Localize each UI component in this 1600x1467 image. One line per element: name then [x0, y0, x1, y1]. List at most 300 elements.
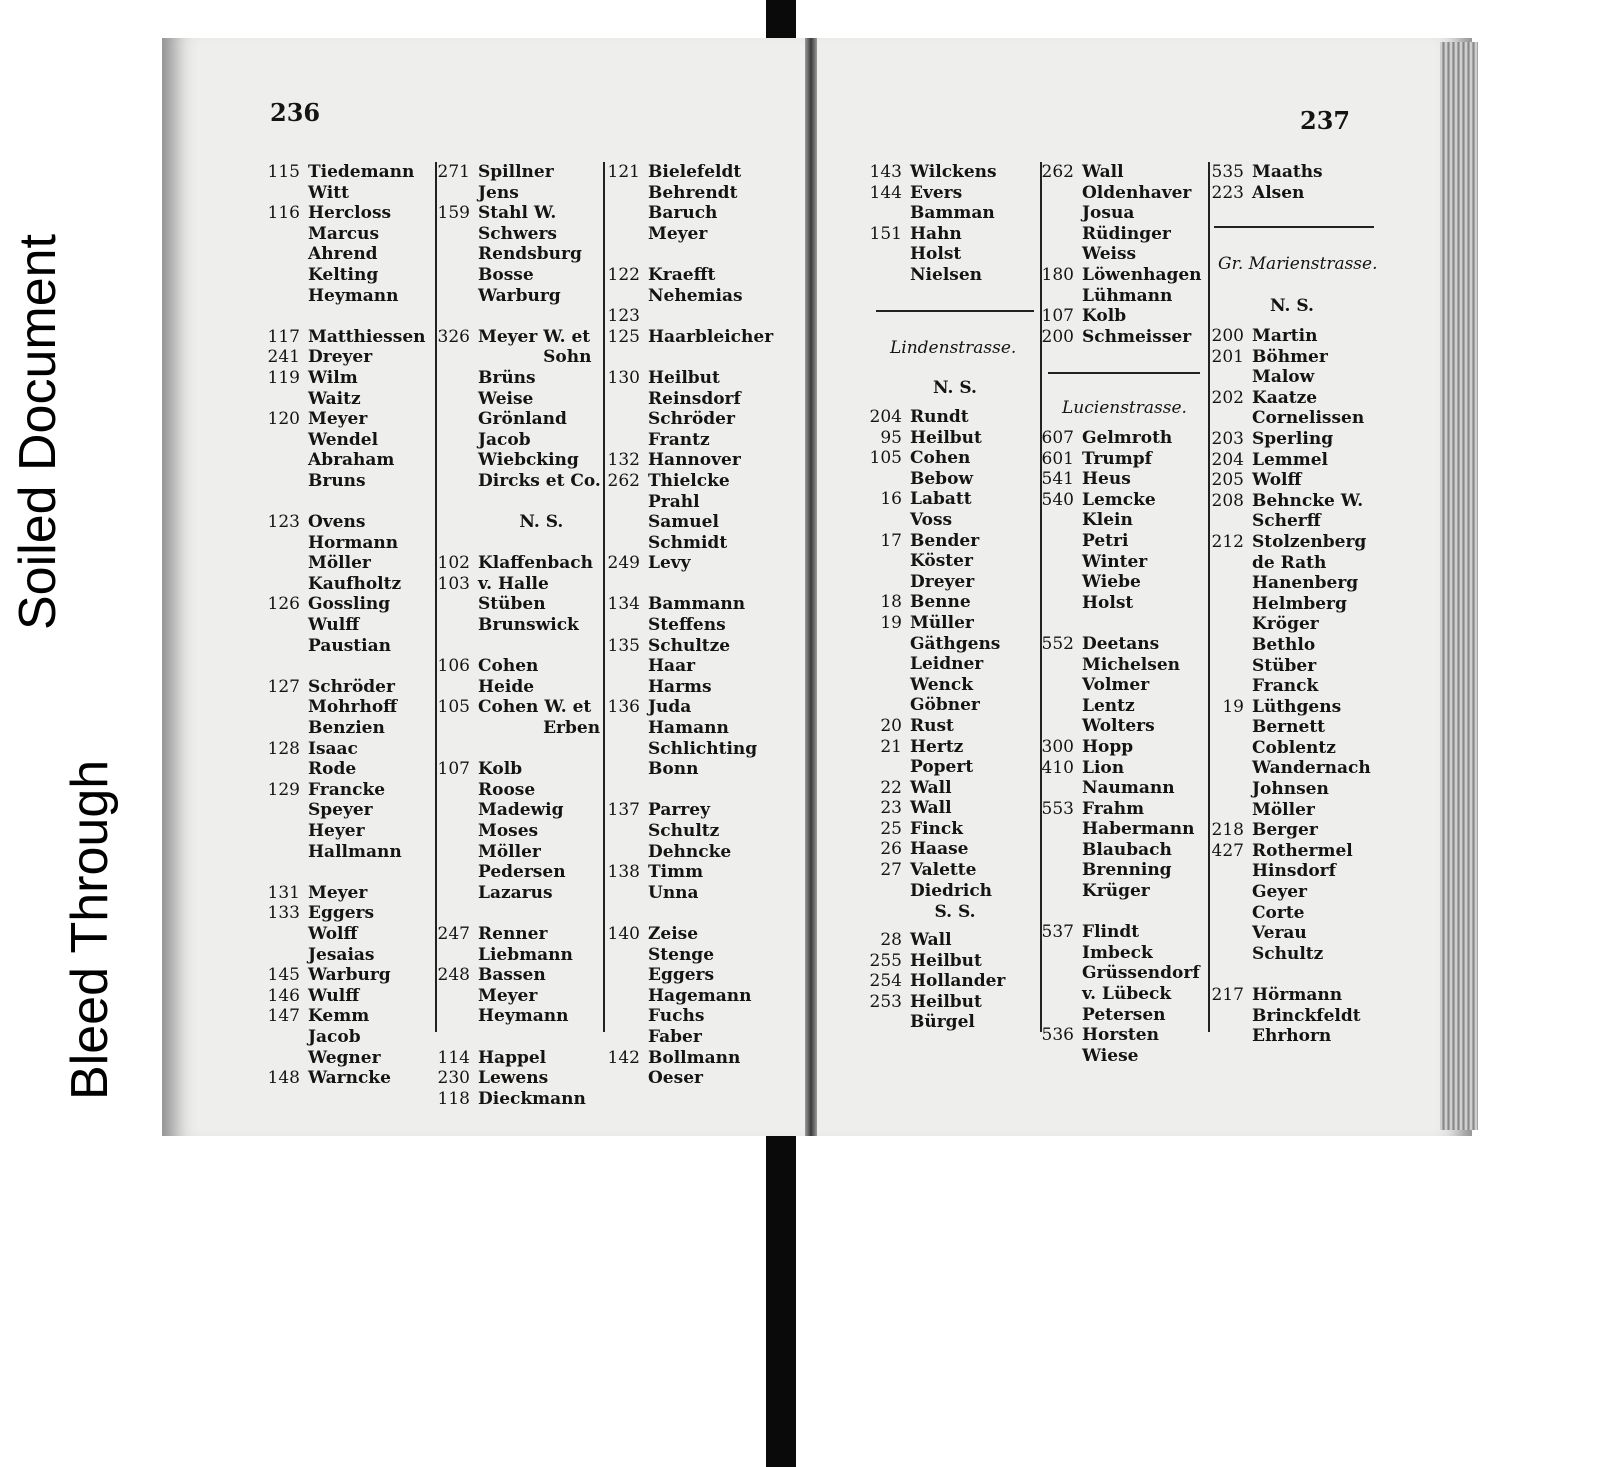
resident-name: Hinsdorf — [1252, 861, 1336, 882]
right-column-1-list — [869, 407, 1001, 901]
right-column-1-top — [869, 162, 997, 286]
directory-entry — [1252, 779, 1371, 800]
resident-name: Wenck — [910, 674, 974, 695]
directory-entry — [1211, 346, 1371, 368]
resident-name: Heide — [478, 676, 535, 697]
directory-entry — [648, 1027, 773, 1048]
directory-entry — [880, 489, 1000, 510]
house-number: 129 — [267, 779, 300, 800]
house-number: 21 — [880, 736, 902, 757]
directory-entry — [648, 883, 773, 904]
directory-entry — [1082, 881, 1200, 902]
house-number: 271 — [437, 162, 470, 182]
directory-entry — [648, 183, 773, 204]
directory-entry — [1252, 635, 1371, 656]
resident-name: Hollander — [910, 971, 1006, 992]
directory-entry — [437, 1068, 601, 1089]
column-rule — [1040, 162, 1042, 1032]
resident-name: Haar — [648, 656, 696, 677]
resident-name: Gossling — [308, 594, 391, 615]
resident-name: Kaufholtz — [308, 573, 402, 594]
directory-entry — [437, 965, 601, 986]
directory-entry — [267, 738, 426, 760]
resident-name: Petersen — [1082, 1004, 1166, 1025]
directory-entry — [308, 389, 426, 410]
resident-name: Stenge — [648, 944, 715, 965]
directory-entry — [880, 592, 1000, 613]
directory-entry — [1211, 820, 1371, 841]
house-number: 134 — [607, 594, 640, 615]
house-number: 230 — [437, 1068, 470, 1089]
resident-name: Lewens — [478, 1068, 549, 1089]
directory-entry — [869, 448, 1000, 469]
resident-name: Behrendt — [648, 182, 738, 203]
house-number: 107 — [1041, 306, 1074, 327]
directory-entry — [910, 203, 997, 224]
page-number-left: 236 — [270, 98, 321, 127]
directory-entry — [478, 1027, 601, 1048]
directory-entry — [1211, 162, 1323, 183]
directory-entry — [267, 779, 426, 801]
house-number: 123 — [267, 512, 300, 533]
resident-name: Wendel — [308, 429, 379, 450]
section-rule — [1214, 226, 1374, 228]
resident-name: Oeser — [648, 1068, 703, 1089]
right-column-2-top — [1041, 162, 1202, 347]
directory-entry — [267, 347, 426, 368]
directory-entry — [478, 718, 601, 739]
directory-entry — [478, 986, 601, 1007]
directory-entry — [1041, 922, 1200, 943]
house-number: 114 — [437, 1047, 470, 1068]
directory-entry — [478, 244, 601, 265]
resident-name: Oldenhaver — [1082, 182, 1192, 203]
resident-name: Grüssendorf — [1082, 963, 1200, 984]
resident-name: Benne — [910, 592, 971, 613]
house-number: 536 — [1041, 1025, 1074, 1046]
resident-name: Hertz — [910, 736, 964, 757]
directory-entry — [880, 818, 1000, 840]
resident-name: Heymann — [478, 1006, 569, 1027]
resident-name: Lion — [1082, 757, 1125, 778]
resident-name: Hopp — [1082, 736, 1134, 757]
directory-entry — [267, 409, 426, 430]
resident-name: Heymann — [308, 285, 399, 306]
directory-entry — [910, 551, 1000, 572]
house-number: 120 — [267, 409, 300, 430]
directory-entry — [478, 945, 601, 966]
resident-name: Warncke — [308, 1068, 391, 1089]
resident-name: Volmer — [1082, 675, 1150, 696]
resident-name: Meyer W. et — [478, 326, 591, 347]
resident-name: Naumann — [1082, 778, 1175, 799]
resident-name: Faber — [648, 1026, 702, 1047]
resident-name: Wall — [910, 930, 952, 950]
directory-entry — [308, 574, 426, 595]
resident-name: Heilbut — [648, 367, 720, 388]
directory-entry — [869, 407, 1000, 428]
resident-name: Böhmer — [1252, 346, 1328, 367]
directory-entry — [478, 389, 601, 410]
resident-name: Eggers — [648, 965, 715, 986]
directory-entry — [308, 945, 426, 966]
house-number: 16 — [880, 489, 902, 510]
directory-entry — [478, 636, 601, 657]
resident-name: Ahrend — [308, 244, 378, 265]
resident-name: Hagemann — [648, 985, 752, 1006]
house-number: 254 — [869, 971, 902, 992]
directory-entry — [1252, 800, 1371, 821]
directory-entry — [648, 347, 773, 368]
directory-entry — [607, 862, 773, 883]
resident-name: Haarbleicher — [648, 326, 774, 347]
house-number: 537 — [1041, 922, 1074, 943]
house-number: 95 — [880, 427, 902, 448]
directory-entry — [478, 492, 601, 513]
resident-name: Berger — [1252, 820, 1318, 841]
resident-name: Timm — [648, 862, 704, 883]
resident-name: Heilbut — [910, 427, 982, 448]
resident-name: Liebmann — [478, 944, 573, 965]
directory-entry — [1211, 387, 1371, 409]
resident-name: Unna — [648, 882, 699, 903]
house-number: 116 — [267, 203, 300, 224]
house-number: 125 — [607, 326, 640, 347]
house-number: 25 — [880, 818, 902, 839]
resident-name: Dircks et Co. — [478, 470, 601, 491]
resident-name: Bonn — [648, 759, 699, 780]
house-number: 143 — [869, 162, 902, 182]
bleed-through-stamp — [9, 60, 140, 1100]
resident-name: Schröder — [308, 676, 395, 697]
resident-name: Levy — [648, 553, 691, 574]
directory-entry — [267, 162, 426, 183]
resident-name: Bruns — [308, 470, 366, 491]
directory-entry — [648, 1006, 773, 1027]
directory-entry — [607, 470, 773, 492]
page-edge-right — [1440, 42, 1478, 1130]
directory-entry — [478, 368, 601, 389]
directory-entry — [308, 224, 426, 245]
resident-name: Jens — [478, 182, 519, 203]
house-number: 248 — [437, 965, 470, 986]
resident-name: Schultze — [648, 635, 731, 656]
directory-entry — [880, 530, 1000, 552]
house-number: 144 — [869, 182, 902, 203]
resident-name: Rust — [910, 715, 954, 736]
directory-entry — [910, 1012, 1005, 1033]
resident-name: Bamman — [910, 203, 995, 224]
resident-name: v. Halle — [478, 573, 549, 594]
resident-name: Imbeck — [1082, 942, 1153, 963]
house-number: 132 — [607, 450, 640, 471]
directory-entry — [648, 430, 773, 451]
resident-name: Reinsdorf — [648, 388, 741, 409]
directory-entry — [1041, 798, 1200, 820]
resident-name: Speyer — [308, 800, 373, 821]
house-number: 223 — [1211, 182, 1244, 203]
right-column-3-top — [1211, 162, 1323, 203]
resident-name: Moses — [478, 821, 539, 841]
resident-name: Helmberg — [1252, 593, 1347, 614]
directory-entry — [880, 777, 1000, 799]
house-number: 146 — [267, 985, 300, 1006]
resident-name: Bender — [910, 530, 980, 551]
resident-name: Bethlo — [1252, 634, 1316, 655]
resident-name: Krüger — [1082, 881, 1150, 902]
resident-name: Juda — [648, 697, 692, 718]
house-number: 137 — [607, 800, 640, 821]
resident-name: Weise — [478, 388, 534, 409]
left-column-1 — [267, 162, 426, 1089]
house-number: 23 — [880, 798, 902, 819]
directory-entry — [1252, 944, 1371, 965]
directory-entry — [267, 367, 426, 389]
resident-name: Malow — [1252, 367, 1315, 388]
house-number: 121 — [607, 162, 640, 182]
street-heading-lucienstrasse: Lucienstrasse. — [1062, 398, 1187, 418]
resident-name: Sohn — [478, 347, 592, 368]
directory-entry — [478, 306, 601, 327]
directory-entry — [1252, 717, 1371, 738]
directory-entry — [1252, 614, 1371, 635]
section-rule — [876, 310, 1034, 312]
house-number: 241 — [267, 347, 300, 368]
resident-name: Klaffenbach — [478, 553, 593, 574]
resident-name: Hercloss — [308, 203, 392, 224]
directory-entry — [1041, 326, 1202, 348]
resident-name: Müller — [910, 612, 974, 633]
resident-name: Holst — [910, 244, 962, 265]
directory-entry — [648, 759, 773, 780]
directory-entry — [648, 224, 773, 245]
directory-entry — [1082, 510, 1200, 531]
directory-entry — [648, 244, 773, 265]
resident-name: Tiedemann — [308, 162, 415, 182]
resident-name: Göbner — [910, 695, 980, 716]
resident-name: Köster — [910, 551, 973, 572]
resident-name: Schlichting — [648, 738, 758, 759]
directory-entry — [910, 510, 1000, 531]
resident-name: Cohen — [478, 656, 539, 677]
resident-name: Schultz — [648, 821, 720, 841]
house-number: 208 — [1211, 490, 1244, 511]
directory-entry — [607, 800, 773, 821]
house-number: 118 — [437, 1088, 470, 1109]
directory-entry — [880, 715, 1000, 737]
resident-name: Weiss — [1082, 244, 1137, 265]
house-number: 122 — [607, 264, 640, 285]
house-number: 212 — [1211, 531, 1244, 552]
directory-entry — [1082, 286, 1202, 307]
column-rule — [435, 162, 437, 1032]
directory-entry — [308, 697, 426, 718]
directory-entry — [1082, 860, 1200, 881]
house-number: 249 — [607, 553, 640, 574]
resident-name: Popert — [910, 757, 974, 778]
house-number: 217 — [1211, 985, 1244, 1005]
resident-name: Wolters — [1082, 716, 1155, 737]
house-number: 133 — [267, 903, 300, 924]
resident-name: Steffens — [648, 615, 726, 636]
street-heading-lindenstrasse: Lindenstrasse. — [890, 338, 1017, 358]
resident-name: Lühmann — [1082, 285, 1173, 306]
resident-name: Bammann — [648, 594, 746, 615]
house-number: 553 — [1041, 798, 1074, 819]
directory-entry — [1082, 572, 1200, 593]
directory-entry — [437, 553, 601, 574]
resident-name: Witt — [308, 182, 349, 203]
resident-name: v. Lübeck — [1082, 984, 1172, 1005]
resident-name: Brüns — [478, 367, 536, 388]
resident-name: Madewig — [478, 800, 564, 821]
directory-entry — [1211, 531, 1371, 553]
resident-name: Wilckens — [910, 162, 997, 182]
resident-name: Petri — [1082, 530, 1129, 551]
house-number: 107 — [437, 759, 470, 780]
house-number: 136 — [607, 697, 640, 718]
directory-entry — [648, 656, 773, 677]
resident-name: Heus — [1082, 469, 1131, 490]
directory-entry — [880, 798, 1000, 819]
bookmark-ribbon-bottom — [766, 1128, 796, 1467]
directory-entry — [308, 430, 426, 451]
resident-name: Gelmroth — [1082, 428, 1173, 448]
resident-name: Winter — [1082, 551, 1148, 572]
resident-name: Rundt — [910, 407, 969, 427]
directory-entry — [1252, 656, 1371, 677]
directory-entry — [478, 265, 601, 286]
directory-entry — [267, 882, 426, 904]
resident-name: Brenning — [1082, 860, 1172, 881]
directory-entry — [478, 739, 601, 760]
directory-entry — [1082, 593, 1200, 614]
directory-entry — [1041, 448, 1200, 470]
directory-entry — [1211, 182, 1323, 204]
directory-entry — [1252, 1006, 1371, 1027]
directory-entry — [1082, 1046, 1200, 1067]
house-number: 218 — [1211, 820, 1244, 841]
directory-entry — [910, 572, 1000, 593]
house-number: 105 — [869, 448, 902, 469]
directory-entry — [1082, 244, 1202, 265]
directory-entry — [607, 306, 773, 327]
directory-entry — [308, 450, 426, 471]
resident-name: Eggers — [308, 903, 375, 924]
directory-entry — [1041, 306, 1202, 327]
directory-entry — [648, 286, 773, 307]
resident-name: Brunswick — [478, 615, 579, 636]
resident-name: Kaatze — [1252, 387, 1318, 408]
resident-name: Hörmann — [1252, 985, 1343, 1005]
directory-entry — [1041, 489, 1200, 511]
resident-name: Finck — [910, 818, 964, 839]
resident-name: Stüben — [478, 594, 546, 615]
directory-entry — [607, 367, 773, 389]
resident-name: Marcus — [308, 223, 380, 244]
resident-name: Francke — [308, 779, 386, 800]
resident-name: Flindt — [1082, 922, 1140, 943]
directory-entry — [308, 862, 426, 883]
resident-name: Hannover — [648, 450, 741, 471]
directory-entry — [478, 800, 601, 821]
resident-name: Möller — [308, 553, 371, 574]
directory-entry — [910, 675, 1000, 696]
directory-entry — [1082, 675, 1200, 696]
directory-entry — [1252, 511, 1371, 532]
resident-name: Schröder — [648, 409, 735, 430]
resident-name: Stüber — [1252, 655, 1317, 676]
directory-entry — [308, 718, 426, 739]
directory-entry — [1252, 903, 1371, 924]
resident-name: Fuchs — [648, 1006, 705, 1027]
house-number: 18 — [880, 592, 902, 613]
house-number: 253 — [869, 991, 902, 1012]
resident-name: Wall — [910, 777, 952, 798]
directory-entry — [267, 594, 426, 615]
directory-entry — [910, 469, 1000, 490]
directory-entry — [437, 573, 601, 595]
directory-entry — [1252, 861, 1371, 882]
directory-entry — [910, 265, 997, 286]
directory-entry — [607, 553, 773, 574]
resident-name: Meyer — [308, 409, 368, 430]
house-number: 117 — [267, 326, 300, 347]
directory-entry — [607, 162, 773, 183]
house-number: 427 — [1211, 840, 1244, 861]
resident-name: Harms — [648, 676, 712, 697]
directory-entry — [478, 594, 601, 615]
directory-entry — [308, 265, 426, 286]
house-number: 105 — [437, 697, 470, 718]
resident-name: Martin — [1252, 326, 1318, 346]
house-number: 147 — [267, 1006, 300, 1027]
house-number: 535 — [1211, 162, 1244, 182]
directory-entry — [880, 930, 1005, 951]
resident-name: Parrey — [648, 800, 710, 821]
house-number: 159 — [437, 203, 470, 224]
directory-entry — [308, 1048, 426, 1069]
house-number: 130 — [607, 367, 640, 388]
resident-name: Bollmann — [648, 1047, 741, 1068]
directory-entry — [910, 695, 1000, 716]
directory-entry — [1082, 224, 1202, 245]
directory-entry — [267, 1068, 426, 1089]
house-number: 140 — [607, 923, 640, 944]
side-label-ss: S. S. — [934, 902, 976, 922]
left-column-2 — [437, 162, 601, 1109]
resident-name: Franck — [1252, 676, 1319, 697]
directory-entry — [910, 757, 1000, 778]
right-column-1-tail — [869, 930, 1006, 1033]
resident-name: Brinckfeldt — [1252, 1005, 1361, 1026]
resident-name: Bernett — [1252, 717, 1326, 738]
resident-name: Wiebe — [1082, 572, 1141, 593]
resident-name: Lazarus — [478, 882, 553, 903]
resident-name: Diedrich — [910, 880, 993, 901]
resident-name: Bassen — [478, 965, 546, 986]
resident-name: Roose — [478, 779, 536, 800]
resident-name: Behncke W. — [1252, 490, 1364, 511]
house-number: 138 — [607, 862, 640, 883]
resident-name: Jacob — [308, 1026, 361, 1047]
resident-name: Blaubach — [1082, 839, 1172, 860]
directory-entry — [308, 924, 426, 945]
resident-name: Coblentz — [1252, 737, 1336, 758]
house-number: 123 — [607, 306, 640, 327]
directory-entry — [308, 656, 426, 677]
directory-entry — [1211, 326, 1371, 347]
